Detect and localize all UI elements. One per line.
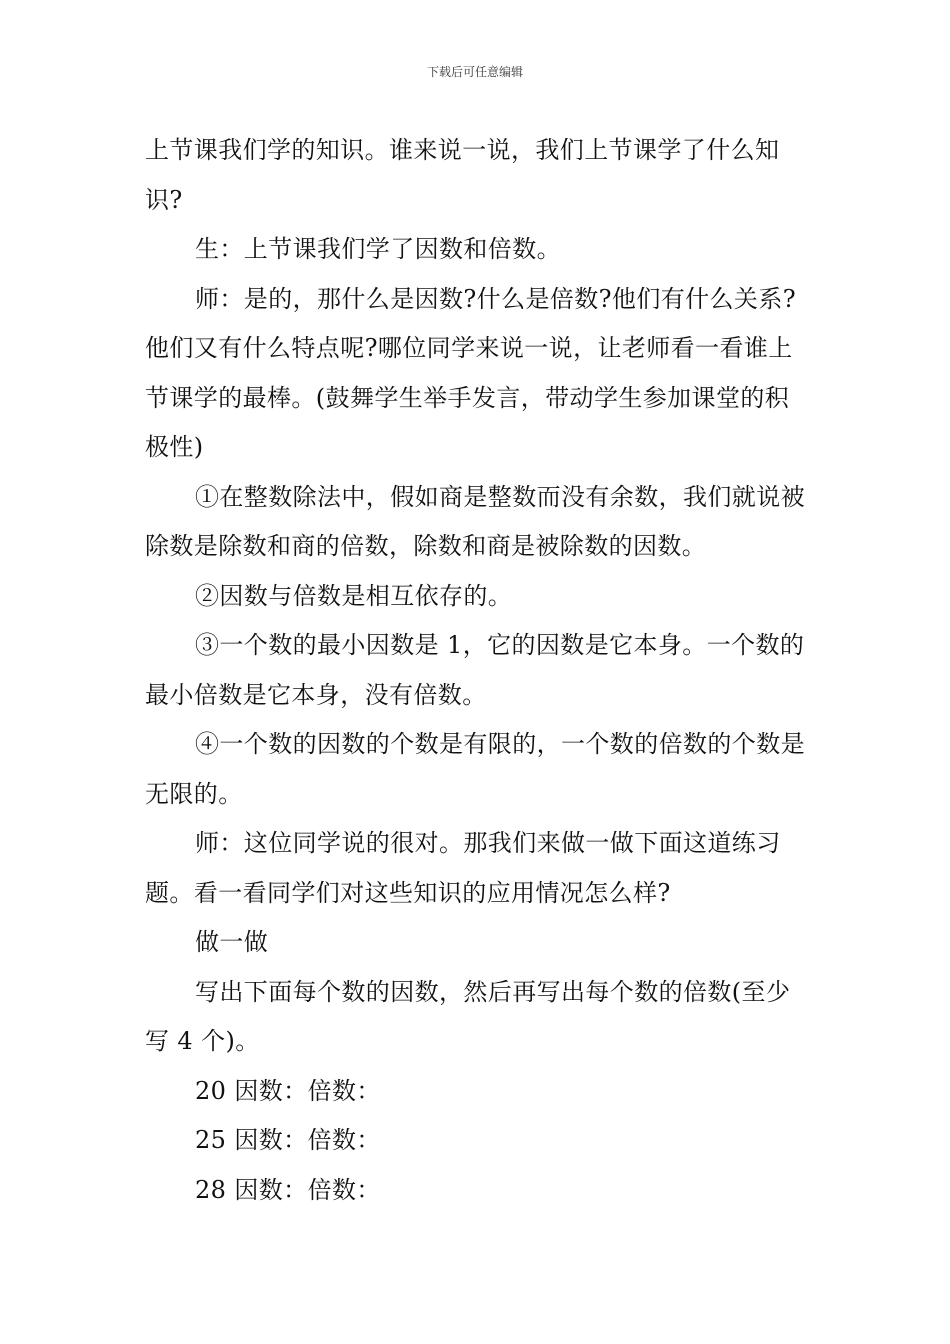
paragraph-2: 生：上节课我们学了因数和倍数。 — [195, 235, 561, 263]
paragraph-13: 28 因数：倍数： — [195, 1175, 381, 1204]
document-body — [145, 126, 810, 1215]
paragraph-10: 写出下面每个数的因数，然后再写出每个数的倍数(至少写 4 个)。 — [145, 977, 791, 1055]
paragraph-5: ②因数与倍数是相互依存的。 — [195, 581, 513, 610]
paragraph-11: 20 因数：倍数： — [195, 1076, 381, 1105]
page-header: 下载后可任意编辑 — [426, 65, 523, 79]
paragraph-12: 25 因数：倍数： — [195, 1126, 381, 1154]
paragraph-1: 上节课我们学的知识。谁来说一说，我们上节课学了什么知识? — [145, 136, 780, 214]
paragraph-4: ①在整数除法中，假如商是整数而没有余数，我们就说被除数是除数和商的倍数，除数和商是被除数的因数。 — [145, 482, 805, 560]
paragraph-3: 师：是的，那什么是因数?什么是倍数?他们有什么关系?他们又有什么特点呢?哪位同学来说一说，让老师看一看谁上节课学的最棒。(鼓舞学生举手发言，带动学生参加课堂的积极性) — [145, 284, 796, 461]
paragraph-9: 做一做 — [195, 928, 269, 956]
paragraph-8: 师：这位同学说的很对。那我们来做一做下面这道练习题。看一看同学们对这些知识的应用情况怎么样? — [145, 829, 781, 907]
paragraph-7: ④一个数的因数的个数是有限的，一个数的倍数的个数是无限的。 — [145, 730, 805, 808]
paragraph-6: ③一个数的最小因数是 1，它的因数是它本身。一个数的最小倍数是它本身，没有倍数。 — [145, 631, 805, 709]
